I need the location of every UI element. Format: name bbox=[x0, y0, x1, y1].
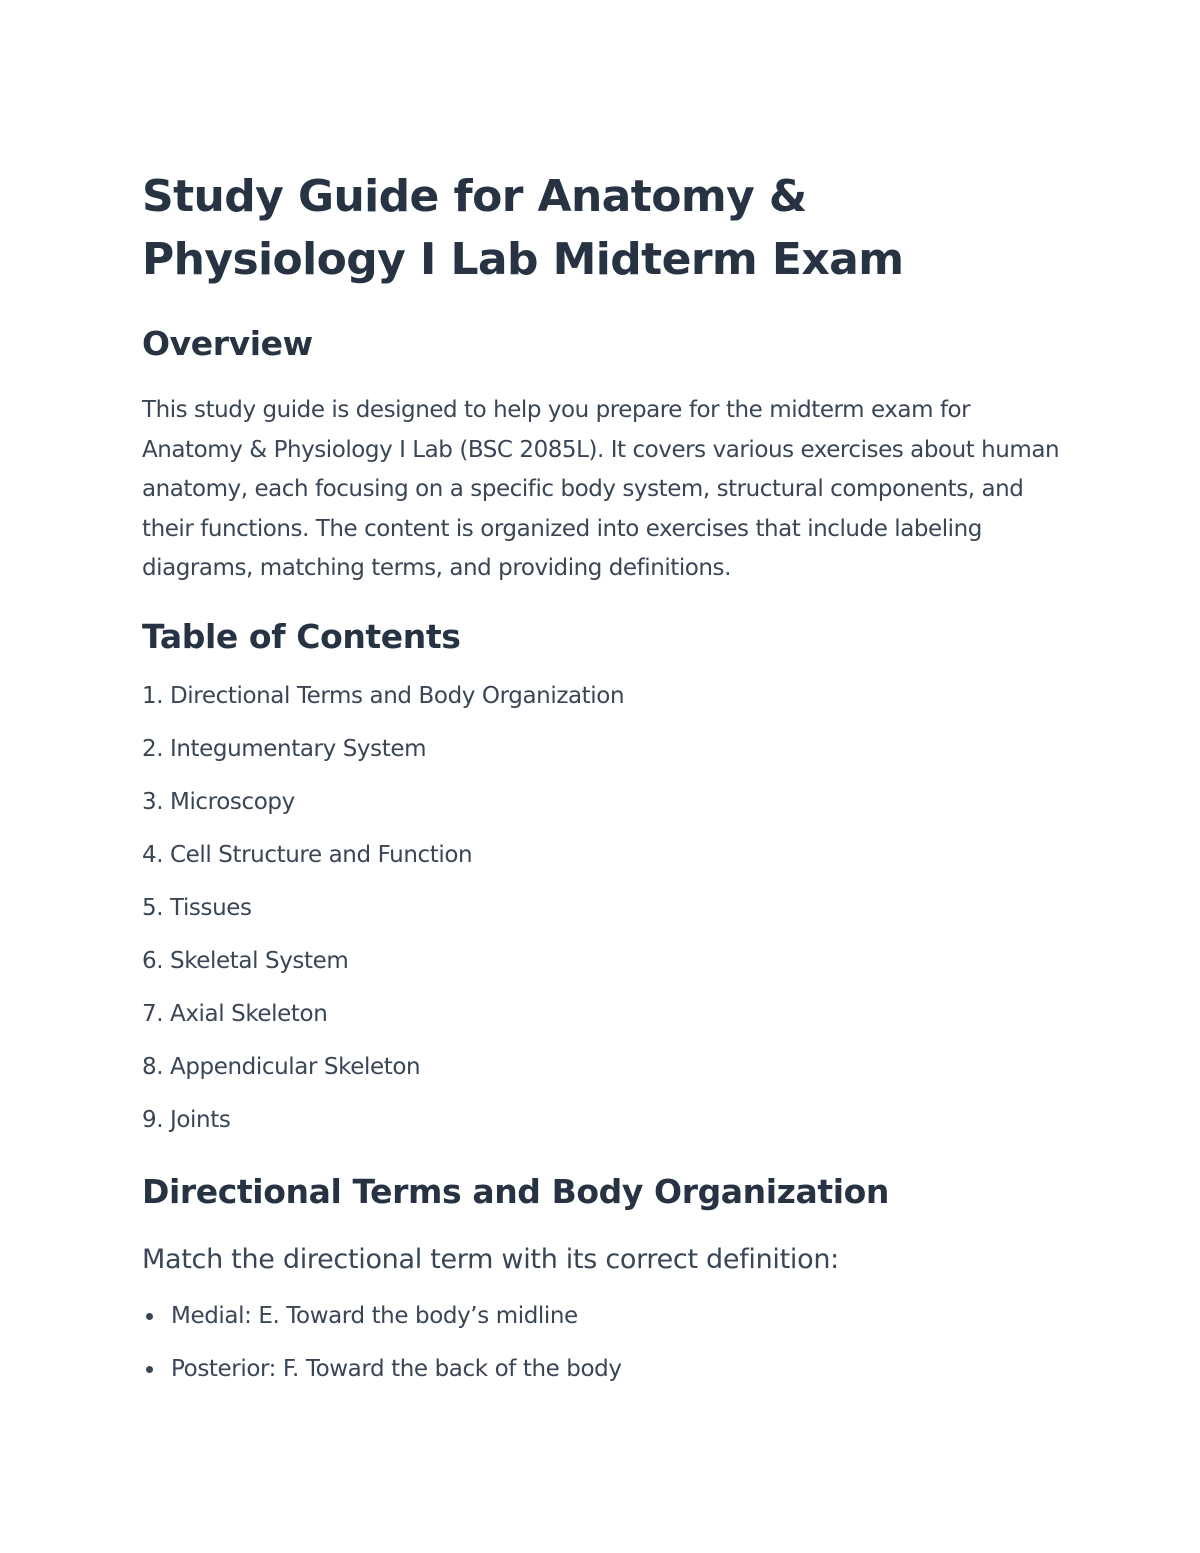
overview-heading: Overview bbox=[142, 324, 313, 363]
answer-text: Medial: E. Toward the body’s midline bbox=[171, 1302, 578, 1329]
toc-item: 3. Microscopy bbox=[142, 788, 295, 815]
table-of-contents-list bbox=[142, 683, 1060, 1160]
list-item bbox=[142, 1301, 1060, 1354]
answers-list bbox=[142, 1301, 1060, 1407]
toc-item: 1. Directional Terms and Body Organization bbox=[142, 682, 625, 709]
matching-question: Match the directional term with its correct definition: bbox=[142, 1243, 839, 1275]
toc-item-label: Axial Skeleton bbox=[170, 1000, 328, 1027]
toc-item: 2. Integumentary System bbox=[142, 735, 427, 762]
answer-text: Posterior: F. Toward the back of the body bbox=[171, 1355, 622, 1382]
toc-item-label: Joints bbox=[170, 1106, 231, 1133]
toc-item-label: Microscopy bbox=[170, 788, 295, 815]
toc-item: 8. Appendicular Skeleton bbox=[142, 1053, 421, 1080]
toc-item: 4. Cell Structure and Function bbox=[142, 841, 473, 868]
toc-item-label: Appendicular Skeleton bbox=[170, 1053, 421, 1080]
toc-item: 9. Joints bbox=[142, 1106, 231, 1133]
toc-item-label: Integumentary System bbox=[170, 735, 427, 762]
toc-item: 7. Axial Skeleton bbox=[142, 1000, 328, 1027]
overview-paragraph: This study guide is designed to help you prepare for the midterm exam for Anatomy & Physiology I Lab (BSC 2085L). It covers various exercises about human anatomy, each focusing on a specific body system, structural components, and their functions. The content is organized into exercises that include labeling diagrams, matching terms, and providing definitions. bbox=[142, 397, 1060, 581]
toc-item-label: Skeletal System bbox=[170, 947, 349, 974]
toc-item-label: Cell Structure and Function bbox=[170, 841, 473, 868]
toc-item-label: Directional Terms and Body Organization bbox=[170, 682, 625, 709]
toc-item: 5. Tissues bbox=[142, 894, 252, 921]
toc-item: 6. Skeletal System bbox=[142, 947, 349, 974]
bullet-icon bbox=[146, 1366, 153, 1373]
bullet-icon bbox=[146, 1313, 153, 1320]
page-title: Study Guide for Anatomy & Physiology I Lab Midterm Exam bbox=[142, 171, 904, 285]
toc-item-label: Tissues bbox=[170, 894, 252, 921]
section-heading-directional-terms: Directional Terms and Body Organization bbox=[142, 1171, 890, 1211]
list-item bbox=[142, 1354, 1060, 1407]
table-of-contents-heading: Table of Contents bbox=[142, 616, 461, 656]
